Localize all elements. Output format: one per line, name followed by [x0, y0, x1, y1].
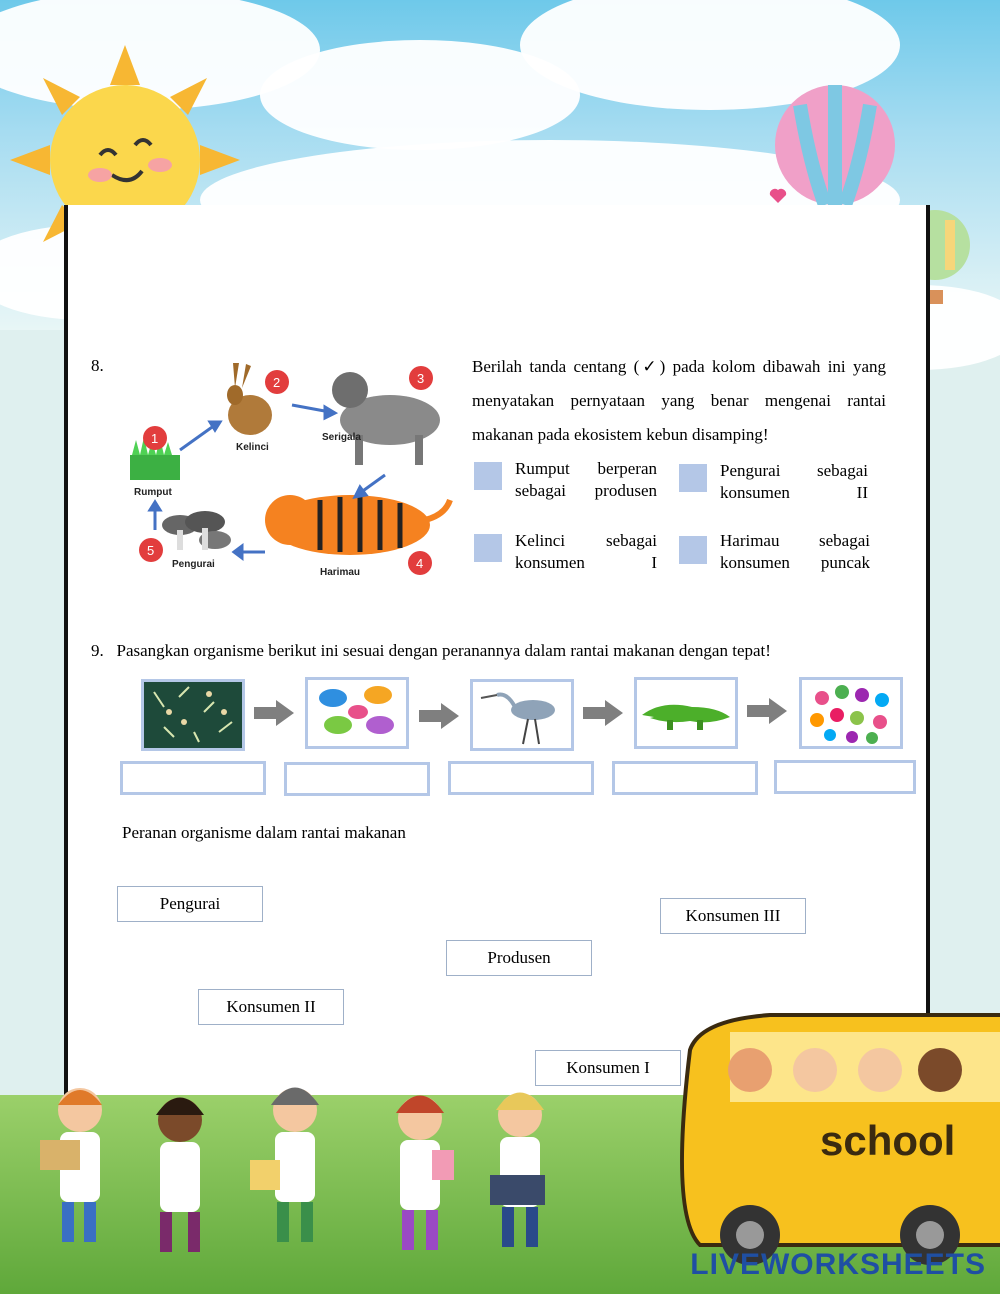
role-chip-konsumen-iii[interactable]: Konsumen III [660, 898, 806, 934]
diagram-label: Kelinci [236, 442, 269, 453]
question-9 [91, 641, 771, 661]
option-line: sebagai produsen [515, 481, 657, 500]
option-line: konsumen I [515, 553, 657, 572]
school-bus-illustration [650, 1010, 1000, 1270]
diagram-label: Pengurai [172, 559, 215, 570]
arrow-right-icon [419, 703, 459, 729]
q9-question: Pasangkan organisme berikut ini sesuai dengan peranannya dalam rantai makanan dengan tepat! [116, 641, 771, 660]
diagram-label: Serigala [322, 432, 361, 443]
option-line: Harimau sebagai [720, 531, 870, 550]
plankton-image [141, 679, 245, 751]
role-chip-konsumen-i[interactable]: Konsumen I [535, 1050, 681, 1086]
role-chip-pengurai[interactable]: Pengurai [117, 886, 263, 922]
diagram-label: Harimau [320, 567, 361, 578]
heron-image [470, 679, 574, 751]
option-text [515, 458, 657, 502]
option-checkbox[interactable] [474, 462, 502, 490]
answer-drop-box[interactable] [448, 761, 594, 795]
food-chain-diagram [120, 360, 460, 590]
liveworksheets-logo: LIVEWORKSHEETS [690, 1248, 986, 1281]
children-walking-illustration [0, 1080, 660, 1294]
option-checkbox[interactable] [679, 536, 707, 564]
role-chip-konsumen-ii[interactable]: Konsumen II [198, 989, 344, 1025]
bus-text: school [820, 1117, 956, 1164]
answer-drop-box[interactable] [120, 761, 266, 795]
option-text [720, 530, 870, 574]
answer-drop-box[interactable] [612, 761, 758, 795]
crocodile-image [634, 677, 738, 749]
arrow-right-icon [747, 698, 787, 724]
arrow-right-icon [254, 700, 294, 726]
q8-instruction: Berilah tanda centang (✓) pada kolom dibawah ini yang menyatakan pernyataan yang benar mengenai rantai makanan pada ekosistem kebun disamping! [472, 357, 886, 444]
mushroom-icon [162, 511, 231, 550]
option-text [515, 530, 657, 574]
tiger-icon [265, 495, 450, 555]
diagram-number: 3 [417, 371, 425, 386]
diagram-label: Rumput [134, 487, 172, 498]
answer-drop-box[interactable] [284, 762, 430, 796]
option-line: Kelinci sebagai [515, 531, 657, 550]
option-line: Pengurai sebagai [720, 461, 868, 480]
diagram-number: 2 [273, 375, 281, 390]
fish-image [305, 677, 409, 749]
diagram-number: 1 [151, 431, 159, 446]
option-text [720, 460, 868, 504]
rabbit-icon [227, 363, 272, 435]
question-number: 9. [91, 641, 104, 660]
option-checkbox[interactable] [679, 464, 707, 492]
bacteria-image [799, 677, 903, 749]
diagram-number: 5 [147, 543, 155, 558]
option-line: konsumen puncak [720, 553, 870, 572]
roles-title: Peranan organisme dalam rantai makanan [122, 823, 406, 842]
option-checkbox[interactable] [474, 534, 502, 562]
option-line: konsumen II [720, 483, 868, 502]
role-chip-produsen[interactable]: Produsen [446, 940, 592, 976]
question-number: 8. [91, 356, 104, 375]
option-line: Rumput berperan [515, 459, 657, 478]
diagram-number: 4 [416, 556, 424, 571]
answer-drop-box[interactable] [774, 760, 916, 794]
arrow-right-icon [583, 700, 623, 726]
